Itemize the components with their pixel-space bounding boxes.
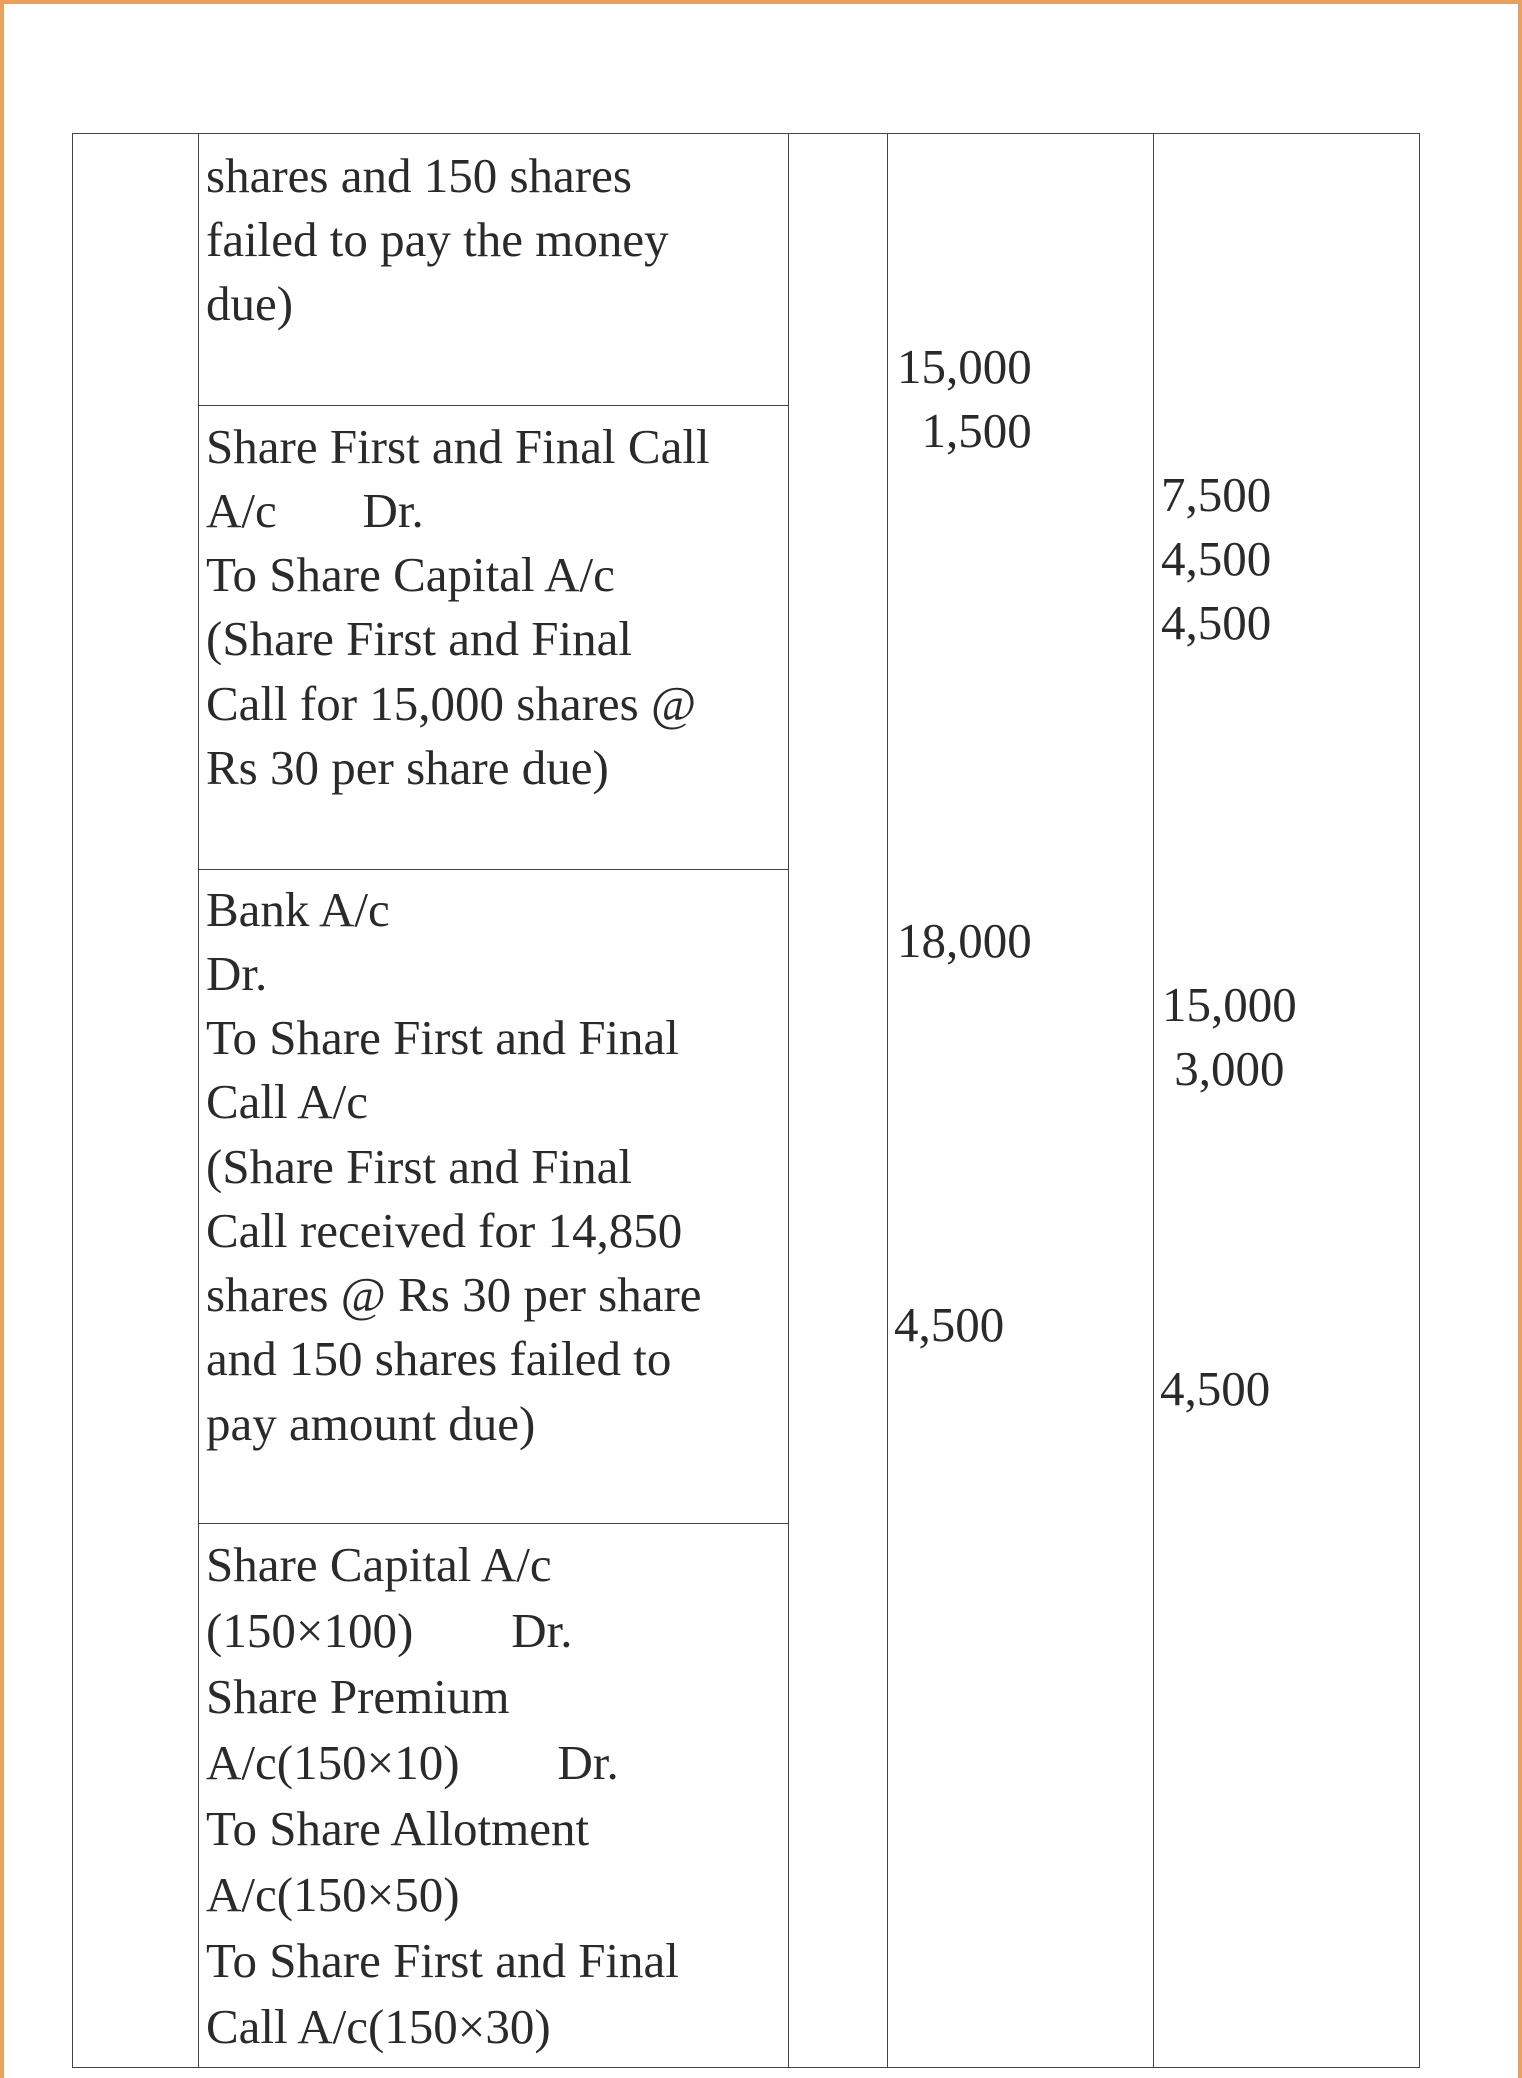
entry-separator	[198, 405, 788, 406]
particulars-line: A/c(150×10) Dr.	[206, 1735, 619, 1790]
table-top-border	[72, 133, 1419, 134]
entry-separator	[198, 1523, 788, 1524]
particulars-line: Call received for 14,850	[206, 1203, 683, 1258]
particulars-line: To Share First and Final	[206, 1933, 679, 1988]
particulars-line: Dr.	[206, 946, 268, 1001]
particulars-line: Bank A/c	[206, 882, 390, 937]
particulars-line: shares and 150 shares	[206, 148, 632, 203]
particulars-line: Call for 15,000 shares @	[206, 676, 697, 731]
credit-amount: 7,500	[1161, 467, 1272, 522]
particulars-line: Share Capital A/c	[206, 1537, 552, 1592]
entry-separator	[198, 869, 788, 870]
debit-amount: 15,000	[897, 339, 1032, 394]
particulars-column-left-border	[198, 133, 199, 2068]
credit-amount: 15,000	[1162, 977, 1297, 1032]
credit-amount: 4,500	[1161, 595, 1272, 650]
date-column-left-border	[72, 133, 73, 2068]
credit-amount: 3,000	[1162, 1041, 1285, 1096]
credit-amount: 4,500	[1160, 1361, 1271, 1416]
particulars-line: Call A/c	[206, 1074, 368, 1129]
particulars-line: Share Premium	[206, 1669, 510, 1724]
table-bottom-border	[72, 2067, 1419, 2068]
particulars-line: pay amount due)	[206, 1396, 536, 1451]
debit-amount: 1,500	[897, 403, 1032, 458]
particulars-line: To Share First and Final	[206, 1010, 679, 1065]
debit-amount: 18,000	[897, 913, 1032, 968]
particulars-line: (Share First and Final	[206, 611, 632, 666]
particulars-line: A/c(150×50)	[206, 1867, 460, 1922]
credit-column-left-border	[1153, 133, 1154, 2068]
particulars-line: Share First and Final Call	[206, 419, 710, 474]
particulars-line: To Share Allotment	[206, 1801, 590, 1856]
particulars-line: Call A/c(150×30)	[206, 1999, 551, 2054]
particulars-line: To Share Capital A/c	[206, 547, 615, 602]
debit-column-left-border	[887, 133, 888, 2068]
particulars-line: Rs 30 per share due)	[206, 740, 609, 795]
particulars-line: due)	[206, 276, 294, 331]
table-right-border	[1419, 133, 1420, 2068]
particulars-line: and 150 shares failed to	[206, 1331, 672, 1386]
particulars-line: shares @ Rs 30 per share	[206, 1267, 702, 1322]
particulars-line: (150×100) Dr.	[206, 1603, 573, 1658]
particulars-line: (Share First and Final	[206, 1139, 632, 1194]
debit-amount: 4,500	[894, 1297, 1005, 1352]
lf-column-left-border	[788, 133, 789, 2068]
particulars-line: A/c Dr.	[206, 483, 424, 538]
particulars-line: failed to pay the money	[206, 212, 669, 267]
credit-amount: 4,500	[1161, 531, 1272, 586]
